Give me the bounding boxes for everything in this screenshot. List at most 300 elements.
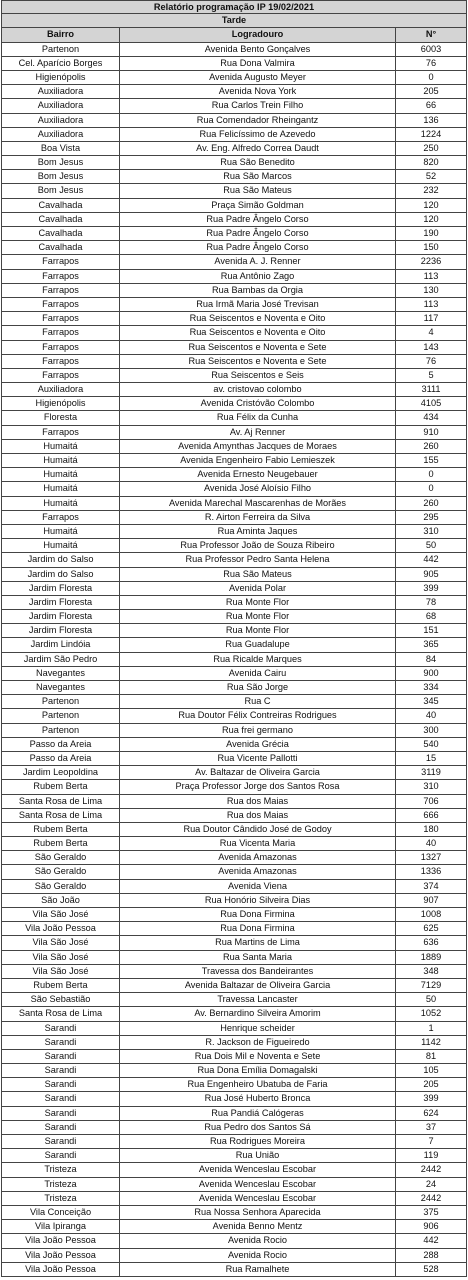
cell-logradouro: Travessa dos Bandeirantes — [120, 965, 396, 978]
cell-bairro: Auxiliadora — [2, 85, 120, 98]
cell-bairro: Vila São José — [2, 936, 120, 949]
cell-numero: 636 — [423, 937, 439, 948]
cell-bairro: Navegantes — [2, 681, 120, 694]
report-title-row — [1, 0, 467, 14]
cell-numero: 66 — [425, 100, 437, 111]
cell-logradouro: Rua frei germano — [120, 724, 396, 737]
cell-numero: 625 — [423, 923, 439, 934]
cell-numero: 15 — [425, 752, 437, 763]
cell-bairro: Humaitá — [2, 454, 120, 467]
cell-bairro: Sarandi — [2, 1078, 120, 1091]
table-row — [1, 1192, 467, 1206]
cell-bairro: Farrapos — [2, 284, 120, 297]
cell-logradouro: Avenida Wenceslau Escobar — [120, 1178, 396, 1191]
cell-numero: 624 — [423, 1107, 439, 1118]
cell-logradouro: Avenida Wenceslau Escobar — [120, 1192, 396, 1205]
table-row — [1, 341, 467, 355]
cell-numero: 76 — [425, 355, 437, 366]
cell-logradouro: Rua Professor Pedro Santa Helena — [120, 553, 396, 566]
table-row — [1, 951, 467, 965]
table-row — [1, 1121, 467, 1135]
cell-numero: 0 — [428, 483, 434, 494]
table-row — [1, 865, 467, 879]
cell-bairro: Partenon — [2, 695, 120, 708]
cell-numero: 143 — [423, 341, 439, 352]
table-row — [1, 411, 467, 425]
cell-numero: 4105 — [420, 398, 442, 409]
cell-logradouro: Rua Guadalupe — [120, 638, 396, 651]
cell-logradouro: Rua Comendador Rheingantz — [120, 114, 396, 127]
cell-numero: 205 — [423, 1079, 439, 1090]
cell-bairro: Farrapos — [2, 369, 120, 382]
cell-numero: 300 — [423, 724, 439, 735]
table-row — [1, 993, 467, 1007]
cell-logradouro: Rua Padre Ângelo Corso — [120, 227, 396, 240]
table-row — [1, 468, 467, 482]
cell-logradouro: Rua São Mateus — [120, 184, 396, 197]
cell-bairro: Humaitá — [2, 482, 120, 495]
cell-logradouro: Avenida Bento Gonçalves — [120, 43, 396, 56]
cell-logradouro: Rua Antônio Zago — [120, 270, 396, 283]
cell-logradouro: Avenida Nova York — [120, 85, 396, 98]
cell-numero: 1336 — [420, 866, 442, 877]
cell-numero: 399 — [423, 1093, 439, 1104]
cell-numero: 7129 — [420, 979, 442, 990]
cell-bairro: São João — [2, 894, 120, 907]
cell-logradouro: Rua Honório Silveira Dias — [120, 894, 396, 907]
cell-numero: 434 — [423, 412, 439, 423]
cell-numero: 3111 — [421, 384, 441, 395]
cell-bairro: Sarandi — [2, 1092, 120, 1105]
cell-numero: 0 — [428, 469, 434, 480]
cell-numero: 150 — [423, 242, 439, 253]
table-row — [1, 1263, 467, 1277]
cell-logradouro: Rua Seiscentos e Noventa e Oito — [120, 326, 396, 339]
cell-logradouro: Rua Dona Firmina — [120, 922, 396, 935]
cell-logradouro: Travessa Lancaster — [120, 993, 396, 1006]
cell-numero: 374 — [423, 880, 439, 891]
table-row — [1, 638, 467, 652]
cell-bairro: Farrapos — [2, 270, 120, 283]
cell-logradouro: Rua São Benedito — [120, 156, 396, 169]
cell-logradouro: Avenida Amynthas Jacques de Moraes — [120, 440, 396, 453]
cell-bairro: Jardim do Salso — [2, 553, 120, 566]
cell-logradouro: Rua Felicíssimo de Azevedo — [120, 128, 396, 141]
cell-logradouro: Rua Seiscentos e Noventa e Sete — [120, 355, 396, 368]
cell-numero: 334 — [423, 682, 439, 692]
cell-numero: 40 — [425, 838, 437, 849]
cell-numero: 906 — [423, 1221, 439, 1232]
cell-numero: 37 — [425, 1121, 437, 1132]
table-row — [1, 1234, 467, 1248]
table-row — [1, 667, 467, 681]
cell-logradouro: Avenida Benno Mentz — [120, 1220, 396, 1233]
table-row — [1, 851, 467, 865]
cell-logradouro: Av. Baltazar de Oliveira Garcia — [120, 766, 396, 779]
cell-logradouro: Rua Doutor Cândido José de Godoy — [120, 823, 396, 836]
cell-bairro: Farrapos — [2, 312, 120, 325]
cell-logradouro: Rua São Jorge — [120, 681, 396, 694]
cell-bairro: Farrapos — [2, 341, 120, 354]
table-row — [1, 894, 467, 908]
cell-logradouro: Rua União — [120, 1149, 396, 1162]
cell-logradouro: Rua Seiscentos e Noventa e Oito — [120, 312, 396, 325]
table-row — [1, 1163, 467, 1177]
cell-bairro: Jardim Floresta — [2, 582, 120, 595]
cell-bairro: Vila São José — [2, 965, 120, 978]
cell-bairro: Sarandi — [2, 1107, 120, 1120]
cell-bairro: Humaitá — [2, 497, 120, 510]
cell-bairro: Humaitá — [2, 525, 120, 538]
cell-bairro: Sarandi — [2, 1121, 120, 1134]
cell-numero: 155 — [423, 455, 439, 465]
table-row — [1, 681, 467, 695]
table-row — [1, 624, 467, 638]
cell-numero: 310 — [423, 525, 439, 536]
cell-numero: 119 — [423, 1150, 439, 1161]
cell-bairro: Boa Vista — [2, 142, 120, 155]
table-row — [1, 128, 467, 142]
table-row — [1, 85, 467, 99]
cell-numero: 232 — [423, 185, 439, 196]
cell-logradouro: Rua Professor João de Souza Ribeiro — [120, 539, 396, 552]
table-row — [1, 1149, 467, 1163]
cell-logradouro: Avenida Viena — [120, 880, 396, 893]
table-row — [1, 1178, 467, 1192]
cell-numero: 136 — [423, 114, 439, 125]
cell-bairro: Humaitá — [2, 539, 120, 552]
header-numero: N° — [425, 29, 437, 40]
cell-bairro: Tristeza — [2, 1178, 120, 1191]
cell-numero: 81 — [425, 1050, 437, 1061]
table-row — [1, 1249, 467, 1263]
table-row — [1, 582, 467, 596]
cell-logradouro: Avenida Ernesto Neugebauer — [120, 468, 396, 481]
table-row — [1, 426, 467, 440]
table-row — [1, 752, 467, 766]
cell-logradouro: Rua Pedro dos Santos Sá — [120, 1121, 396, 1134]
cell-logradouro: av. cristovao colombo — [120, 383, 396, 396]
cell-bairro: Jardim do Salso — [2, 568, 120, 581]
cell-bairro: Sarandi — [2, 1149, 120, 1162]
cell-numero: 113 — [423, 270, 439, 281]
table-row — [1, 965, 467, 979]
cell-bairro: Rubem Berta — [2, 979, 120, 992]
cell-logradouro: Rua Dona Firmina — [120, 908, 396, 921]
cell-bairro: Passo da Areia — [2, 738, 120, 751]
table-row — [1, 724, 467, 738]
cell-numero: 50 — [425, 994, 437, 1005]
cell-numero: 399 — [423, 582, 439, 593]
cell-logradouro: Avenida Grécia — [120, 738, 396, 751]
cell-numero: 250 — [423, 142, 439, 153]
cell-bairro: Santa Rosa de Lima — [2, 1007, 120, 1020]
cell-logradouro: Rua dos Maias — [120, 795, 396, 808]
cell-bairro: Auxiliadora — [2, 383, 120, 396]
cell-bairro: Farrapos — [2, 298, 120, 311]
cell-bairro: São Geraldo — [2, 865, 120, 878]
table-row — [1, 284, 467, 298]
table-row — [1, 142, 467, 156]
cell-logradouro: Avenida Cairu — [120, 667, 396, 680]
cell-bairro: Auxiliadora — [2, 99, 120, 112]
report-sheet — [1, 0, 467, 1277]
cell-bairro: Bom Jesus — [2, 184, 120, 197]
cell-numero: 84 — [425, 653, 437, 664]
cell-bairro: Sarandi — [2, 1064, 120, 1077]
table-row — [1, 326, 467, 340]
cell-logradouro: Rua Monte Flor — [120, 596, 396, 609]
cell-numero: 2236 — [420, 256, 442, 267]
cell-logradouro: Avenida Polar — [120, 582, 396, 595]
table-row — [1, 653, 467, 667]
cell-bairro: Vila João Pessoa — [2, 922, 120, 935]
cell-bairro: Farrapos — [2, 255, 120, 268]
cell-numero: 1008 — [420, 909, 442, 919]
cell-logradouro: Rua Nossa Senhora Aparecida — [120, 1206, 396, 1219]
table-row — [1, 440, 467, 454]
cell-bairro: Jardim Lindóia — [2, 638, 120, 651]
cell-logradouro: Avenida Rocio — [120, 1234, 396, 1247]
table-row — [1, 511, 467, 525]
cell-logradouro: Rua Vicenta Maria — [120, 837, 396, 850]
cell-bairro: São Sebastião — [2, 993, 120, 1006]
table-row — [1, 1092, 467, 1106]
cell-logradouro: Rua Dona Emília Domagalski — [120, 1064, 396, 1077]
table-row — [1, 880, 467, 894]
table-row — [1, 241, 467, 255]
cell-numero: 442 — [423, 554, 439, 565]
cell-logradouro: Rua São Marcos — [120, 170, 396, 183]
cell-bairro: Cavalhada — [2, 199, 120, 212]
table-row — [1, 596, 467, 610]
table-row — [1, 795, 467, 809]
cell-numero: 345 — [423, 696, 439, 707]
table-row — [1, 979, 467, 993]
cell-numero: 1327 — [420, 852, 442, 863]
cell-bairro: Farrapos — [2, 426, 120, 439]
cell-bairro: Higienópolis — [2, 397, 120, 410]
report-subtitle-row — [1, 14, 467, 28]
table-row — [1, 837, 467, 851]
table-row — [1, 1022, 467, 1036]
cell-numero: 706 — [423, 795, 439, 806]
cell-numero: 105 — [423, 1065, 439, 1076]
cell-bairro: Sarandi — [2, 1050, 120, 1063]
cell-numero: 40 — [425, 710, 437, 721]
table-row — [1, 482, 467, 496]
table-row — [1, 695, 467, 709]
cell-numero: 1889 — [420, 951, 442, 962]
cell-logradouro: Praça Professor Jorge dos Santos Rosa — [120, 780, 396, 793]
cell-numero: 905 — [423, 568, 439, 579]
cell-logradouro: Avenida A. J. Renner — [120, 255, 396, 268]
cell-numero: 1224 — [420, 128, 442, 139]
cell-numero: 52 — [425, 171, 437, 182]
table-row — [1, 170, 467, 184]
cell-numero: 120 — [423, 213, 439, 224]
cell-bairro: Partenon — [2, 709, 120, 722]
cell-logradouro: Rua Ramalhete — [120, 1263, 396, 1276]
table-row — [1, 213, 467, 227]
cell-logradouro: Avenida Cristóvão Colombo — [120, 397, 396, 410]
table-row — [1, 270, 467, 284]
table-row — [1, 71, 467, 85]
cell-bairro: Jardim Floresta — [2, 596, 120, 609]
cell-bairro: Rubem Berta — [2, 780, 120, 793]
cell-bairro: Cavalhada — [2, 227, 120, 240]
cell-numero: 540 — [423, 738, 439, 749]
cell-bairro: Bom Jesus — [2, 170, 120, 183]
cell-logradouro: Avenida Marechal Mascarenhas de Morães — [120, 497, 396, 510]
cell-numero: 1 — [428, 1022, 434, 1033]
cell-bairro: Humaitá — [2, 440, 120, 453]
cell-bairro: Partenon — [2, 724, 120, 737]
cell-bairro: Rubem Berta — [2, 823, 120, 836]
cell-logradouro: Av. Aj Renner — [120, 426, 396, 439]
cell-numero: 288 — [423, 1249, 439, 1260]
cell-logradouro: Rua Dois Mil e Noventa e Sete — [120, 1050, 396, 1063]
cell-numero: 2442 — [420, 1164, 442, 1175]
cell-numero: 76 — [425, 57, 437, 68]
cell-numero: 348 — [423, 965, 439, 976]
cell-logradouro: Av. Bernardino Silveira Amorim — [120, 1007, 396, 1020]
cell-numero: 365 — [423, 639, 439, 650]
cell-numero: 1142 — [421, 1036, 441, 1047]
cell-bairro: Jardim Floresta — [2, 610, 120, 623]
table-row — [1, 312, 467, 326]
cell-logradouro: R. Airton Ferreira da Silva — [120, 511, 396, 524]
cell-logradouro: Rua Santa Maria — [120, 951, 396, 964]
table-row — [1, 497, 467, 511]
cell-logradouro: Praça Simão Goldman — [120, 199, 396, 212]
cell-bairro: Vila Conceição — [2, 1206, 120, 1219]
cell-bairro: Vila João Pessoa — [2, 1234, 120, 1247]
table-row — [1, 1078, 467, 1092]
cell-logradouro: Rua José Huberto Bronca — [120, 1092, 396, 1105]
cell-numero: 310 — [423, 781, 439, 792]
table-row — [1, 369, 467, 383]
cell-numero: 24 — [425, 1178, 437, 1189]
cell-bairro: São Geraldo — [2, 880, 120, 893]
cell-logradouro: Rua Vicente Pallotti — [120, 752, 396, 765]
cell-bairro: Farrapos — [2, 326, 120, 339]
table-row — [1, 823, 467, 837]
cell-bairro: Tristeza — [2, 1163, 120, 1176]
cell-bairro: Navegantes — [2, 667, 120, 680]
table-header — [1, 28, 467, 42]
table-row — [1, 156, 467, 170]
cell-logradouro: Rua Dona Valmira — [120, 57, 396, 70]
cell-numero: 1052 — [420, 1008, 442, 1019]
table-row — [1, 355, 467, 369]
cell-logradouro: Henrique scheider — [120, 1022, 396, 1035]
cell-bairro: Floresta — [2, 411, 120, 424]
cell-numero: 260 — [423, 440, 439, 451]
cell-bairro: Jardim São Pedro — [2, 653, 120, 666]
table-row — [1, 936, 467, 950]
table-row — [1, 1050, 467, 1064]
cell-logradouro: Rua Bambas da Orgia — [120, 284, 396, 297]
cell-bairro: Passo da Areia — [2, 752, 120, 765]
table-row — [1, 255, 467, 269]
cell-numero: 900 — [423, 667, 439, 678]
cell-logradouro: Rua Félix da Cunha — [120, 411, 396, 424]
cell-logradouro: Rua Pandiá Calógeras — [120, 1107, 396, 1120]
cell-logradouro: Rua Padre Ângelo Corso — [120, 213, 396, 226]
cell-logradouro: Rua Aminta Jaques — [120, 525, 396, 538]
cell-numero: 113 — [423, 298, 439, 309]
cell-bairro: Sarandi — [2, 1036, 120, 1049]
cell-numero: 130 — [423, 284, 439, 295]
cell-logradouro: Avenida José Aloísio Filho — [120, 482, 396, 495]
cell-numero: 50 — [425, 540, 437, 551]
cell-bairro: Santa Rosa de Lima — [2, 795, 120, 808]
cell-numero: 2442 — [420, 1192, 442, 1203]
table-row — [1, 114, 467, 128]
cell-numero: 151 — [423, 625, 439, 636]
cell-logradouro: Rua Padre Ângelo Corso — [120, 241, 396, 254]
cell-bairro: Partenon — [2, 43, 120, 56]
cell-logradouro: Av. Eng. Alfredo Correa Daudt — [120, 142, 396, 155]
table-row — [1, 1135, 467, 1149]
cell-logradouro: Avenida Amazonas — [120, 851, 396, 864]
cell-numero: 375 — [423, 1206, 439, 1217]
table-row — [1, 383, 467, 397]
cell-bairro: Jardim Floresta — [2, 624, 120, 637]
cell-logradouro: Rua C — [120, 695, 396, 708]
table-row — [1, 610, 467, 624]
table-row — [1, 1206, 467, 1220]
table-row — [1, 227, 467, 241]
cell-bairro: Vila João Pessoa — [2, 1263, 120, 1276]
cell-numero: 0 — [428, 71, 434, 82]
cell-bairro: Jardim Leopoldina — [2, 766, 120, 779]
cell-numero: 117 — [423, 313, 439, 324]
cell-bairro: Cavalhada — [2, 213, 120, 226]
cell-logradouro: R. Jackson de Figueiredo — [120, 1036, 396, 1049]
table-row — [1, 525, 467, 539]
table-row — [1, 57, 467, 71]
cell-bairro: Sarandi — [2, 1135, 120, 1148]
cell-bairro: Auxiliadora — [2, 128, 120, 141]
cell-logradouro: Rua Irmã Maria José Trevisan — [120, 298, 396, 311]
table-row — [1, 908, 467, 922]
cell-bairro: Vila São José — [2, 951, 120, 964]
cell-numero: 120 — [423, 199, 439, 210]
cell-logradouro: Avenida Augusto Meyer — [120, 71, 396, 84]
cell-logradouro: Avenida Amazonas — [120, 865, 396, 878]
cell-bairro: Cel. Aparício Borges — [2, 57, 120, 70]
cell-bairro: Bom Jesus — [2, 156, 120, 169]
cell-numero: 907 — [423, 894, 439, 905]
cell-bairro: Cavalhada — [2, 241, 120, 254]
cell-logradouro: Avenida Engenheiro Fabio Lemieszek — [120, 454, 396, 467]
cell-bairro: Farrapos — [2, 355, 120, 368]
cell-numero: 180 — [423, 823, 439, 834]
cell-numero: 528 — [423, 1263, 439, 1274]
report-title: Relatório programação IP 19/02/2021 — [153, 2, 315, 12]
cell-logradouro: Rua Monte Flor — [120, 624, 396, 637]
cell-bairro: Sarandi — [2, 1022, 120, 1035]
cell-logradouro: Rua dos Maias — [120, 809, 396, 822]
table-row — [1, 397, 467, 411]
cell-bairro: Auxiliadora — [2, 114, 120, 127]
cell-logradouro: Rua Engenheiro Ubatuba de Faria — [120, 1078, 396, 1091]
table-row — [1, 1220, 467, 1234]
cell-numero: 6003 — [420, 43, 442, 54]
cell-numero: 260 — [423, 497, 439, 508]
